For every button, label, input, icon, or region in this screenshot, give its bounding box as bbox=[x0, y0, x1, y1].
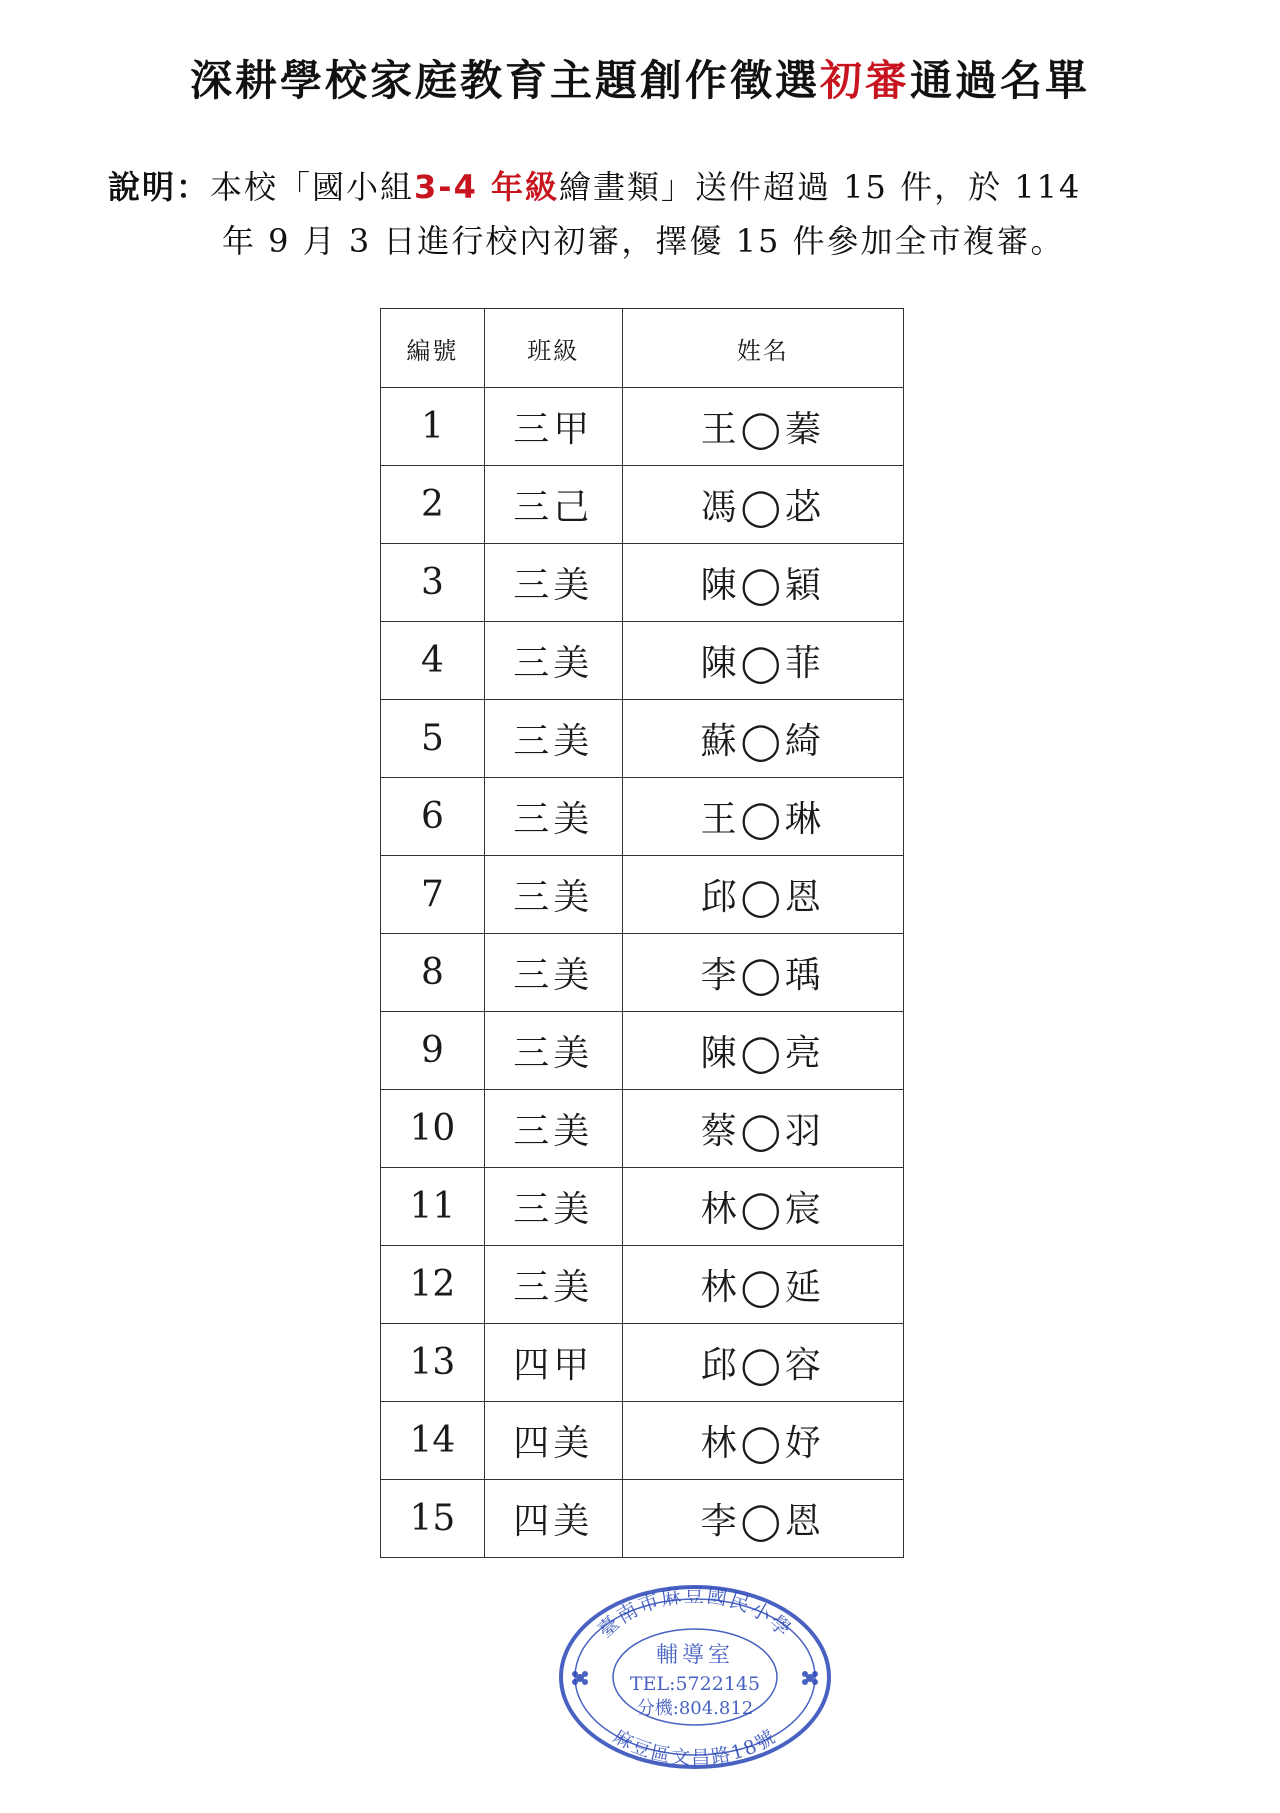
title-end: 通過名單 bbox=[910, 56, 1091, 105]
row-number: 8 bbox=[381, 934, 485, 1012]
table-row bbox=[381, 934, 904, 1012]
title-highlight: 初審 bbox=[819, 56, 910, 105]
row-class: 三美 bbox=[484, 1012, 622, 1090]
description-label: 說明： bbox=[108, 168, 211, 206]
row-name: 林◯宸 bbox=[622, 1168, 903, 1246]
row-number: 11 bbox=[381, 1168, 485, 1246]
row-number: 2 bbox=[381, 466, 485, 544]
table-row bbox=[381, 1090, 904, 1168]
description-part-1: 本校「國小組 bbox=[210, 168, 415, 206]
table-row bbox=[381, 388, 904, 466]
row-class: 四美 bbox=[484, 1480, 622, 1558]
row-number: 10 bbox=[381, 1090, 485, 1168]
row-name: 李◯瑀 bbox=[622, 934, 903, 1012]
results-table bbox=[380, 308, 904, 1558]
row-class: 三甲 bbox=[484, 388, 622, 466]
row-class: 四甲 bbox=[484, 1324, 622, 1402]
row-number: 3 bbox=[381, 544, 485, 622]
description bbox=[108, 160, 1188, 268]
row-name: 陳◯穎 bbox=[622, 544, 903, 622]
row-class: 三美 bbox=[484, 1246, 622, 1324]
row-name: 邱◯恩 bbox=[622, 856, 903, 934]
stamp-tel: TEL:5722145 bbox=[629, 1673, 761, 1695]
official-stamp bbox=[556, 1582, 834, 1772]
row-number: 6 bbox=[381, 778, 485, 856]
row-name: 林◯妤 bbox=[622, 1402, 903, 1480]
row-name: 蔡◯羽 bbox=[622, 1090, 903, 1168]
table-header-row bbox=[381, 309, 904, 388]
row-number: 14 bbox=[381, 1402, 485, 1480]
row-name: 王◯琳 bbox=[622, 778, 903, 856]
row-class: 三美 bbox=[484, 1090, 622, 1168]
stamp-ext: 分機:804.812 bbox=[636, 1698, 754, 1719]
description-part-2: 繪畫類」送件超過 15 件，於 114 bbox=[559, 168, 1082, 206]
row-number: 15 bbox=[381, 1480, 485, 1558]
row-class: 三美 bbox=[484, 544, 622, 622]
row-number: 7 bbox=[381, 856, 485, 934]
table-row bbox=[381, 1168, 904, 1246]
row-name: 王◯蓁 bbox=[622, 388, 903, 466]
header-name: 姓名 bbox=[622, 309, 903, 388]
stamp-top-text: 臺南市麻豆國民小學 bbox=[592, 1583, 798, 1643]
table-row bbox=[381, 700, 904, 778]
row-class: 三美 bbox=[484, 1168, 622, 1246]
row-class: 三美 bbox=[484, 700, 622, 778]
description-line-2: 年 9 月 3 日進行校內初審，擇優 15 件參加全市複審。 bbox=[222, 222, 1065, 260]
table-row bbox=[381, 1324, 904, 1402]
table-row bbox=[381, 1480, 904, 1558]
description-highlight: 3-4 年級 bbox=[414, 168, 559, 206]
row-name: 陳◯菲 bbox=[622, 622, 903, 700]
row-name: 邱◯容 bbox=[622, 1324, 903, 1402]
table-row bbox=[381, 466, 904, 544]
row-number: 1 bbox=[381, 388, 485, 466]
table-row bbox=[381, 856, 904, 934]
row-class: 三美 bbox=[484, 622, 622, 700]
row-number: 4 bbox=[381, 622, 485, 700]
table-row bbox=[381, 622, 904, 700]
table-row bbox=[381, 1012, 904, 1090]
row-class: 四美 bbox=[484, 1402, 622, 1480]
description-line-1 bbox=[108, 160, 1188, 214]
row-class: 三己 bbox=[484, 466, 622, 544]
row-number: 5 bbox=[381, 700, 485, 778]
row-name: 林◯延 bbox=[622, 1246, 903, 1324]
table-row bbox=[381, 1402, 904, 1480]
row-class: 三美 bbox=[484, 856, 622, 934]
row-number: 9 bbox=[381, 1012, 485, 1090]
row-class: 三美 bbox=[484, 778, 622, 856]
header-number: 編號 bbox=[381, 309, 485, 388]
row-name: 陳◯亮 bbox=[622, 1012, 903, 1090]
table-row bbox=[381, 1246, 904, 1324]
table-row bbox=[381, 544, 904, 622]
stamp-office: 輔導室 bbox=[655, 1643, 735, 1668]
header-class: 班級 bbox=[484, 309, 622, 388]
title-main: 深耕學校家庭教育主題創作徵選 bbox=[189, 56, 820, 105]
row-name: 馮◯苾 bbox=[622, 466, 903, 544]
row-number: 12 bbox=[381, 1246, 485, 1324]
row-class: 三美 bbox=[484, 934, 622, 1012]
table-row bbox=[381, 778, 904, 856]
page-title bbox=[0, 48, 1280, 108]
row-name: 蘇◯綺 bbox=[622, 700, 903, 778]
row-number: 13 bbox=[381, 1324, 485, 1402]
stamp-bottom-text: 麻豆區文昌路18號 bbox=[609, 1725, 781, 1770]
row-name: 李◯恩 bbox=[622, 1480, 903, 1558]
